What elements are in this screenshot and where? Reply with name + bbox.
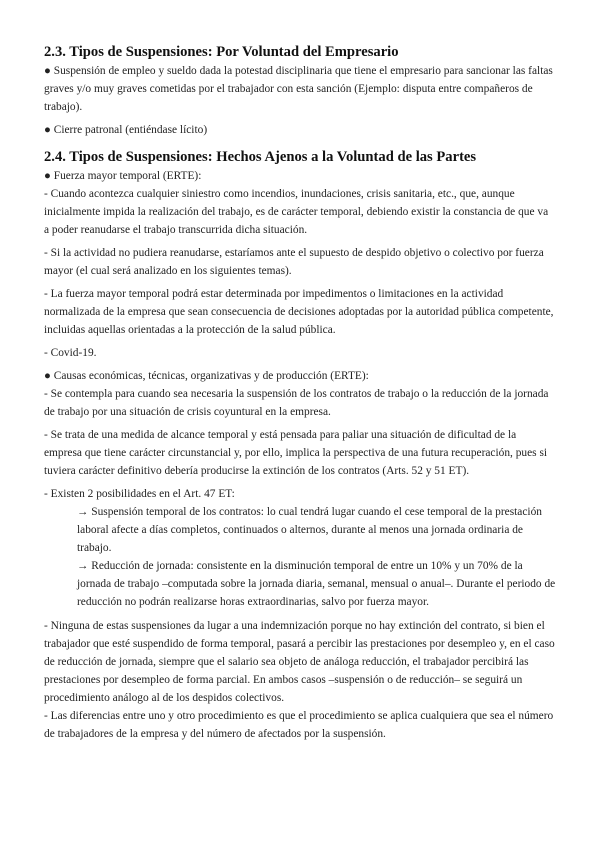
- fuerza-mayor-item-2: - Si la actividad no pudiera reanudarse, estaríamos ante el supuesto de despido objetivo o colectivo por fuerza mayor (el cual será analizado en los siguientes temas).: [44, 247, 544, 277]
- closing-paragraph-1: - Ninguna de estas suspensiones da lugar a una indemnización porque no hay extinción del contrato, si bien el trabajador que esté suspendido de forma temporal, pasará a percibir las prestaciones por desempleo y, en el caso de reducción de jornada, siempre que el salario sea objeto de análoga reducción, el trabajador percibirá las prestaciones por desempleo de forma parcial. En ambos casos –suspensión o de reducción– se seguirá un procedimiento análogo al de los despidos colectivos.: [44, 620, 555, 704]
- section-heading-2-3: 2.3. Tipos de Suspensiones: Por Voluntad del Empresario: [44, 44, 399, 60]
- paragraph-suspension-empleo: ● Suspensión de empleo y sueldo dada la potestad disciplinaria que tiene el empresario para sancionar las faltas graves y/o muy graves cometidas por el trabajador con esta sanción (Ejemplo: disputa entre compañeros de trabajo).: [44, 65, 553, 113]
- section-heading-2-4: 2.4. Tipos de Suspensiones: Hechos Ajenos a la Voluntad de las Partes: [44, 149, 477, 165]
- posibilidades-intro: - Existen 2 posibilidades en el Art. 47 ET:: [44, 488, 235, 500]
- fuerza-mayor-item-4: - Covid-19.: [44, 347, 97, 359]
- fuerza-mayor-item-3: - La fuerza mayor temporal podrá estar determinada por impedimentos o limitaciones en la actividad normalizada de la empresa que sean consecuencia de decisiones adoptadas por la autoridad pública competente, incluidas aquellas orientadas a la protección de la salud pública.: [44, 288, 554, 336]
- closing-paragraph-2: - Las diferencias entre uno y otro procedimiento es que el procedimiento se aplica cualquiera que sea el número de trabajadores de la empresa y del número de afectados por la suspensión.: [44, 710, 554, 740]
- paragraph-cierre-patronal: ● Cierre patronal (entiéndase lícito): [44, 124, 208, 136]
- fuerza-mayor-item-1: - Cuando acontezca cualquier siniestro como incendios, inundaciones, crisis sanitaria, etc., que, aunque inicialmente impida la realización del trabajo, es de carácter temporal, debiendo existir la constancia de que va a poder reanudarse el trabajo transcurrida dicha situación.: [44, 188, 549, 236]
- causas-item-2: - Se trata de una medida de alcance temporal y está pensada para paliar una situación de dificultad de la empresa que tiene carácter circunstancial y, por ello, implica la perspectiva de una futura recuperación, pues si tuviera carácter definitivo debería producirse la extinción de los contratos (Arts. 52 y 51 ET).: [44, 429, 548, 477]
- causas-item-1: - Se contempla para cuando sea necesaria la suspensión de los contratos de trabajo o la reducción de la jornada de trabajo por una situación de crisis coyuntural en la empresa.: [44, 388, 549, 418]
- fuerza-mayor-title: ● Fuerza mayor temporal (ERTE):: [44, 170, 202, 182]
- causas-title: ● Causas económicas, técnicas, organizativas y de producción (ERTE):: [44, 370, 369, 382]
- posibilidad-reduccion: → Reducción de jornada: consistente en la disminución temporal de entre un 10% y un 70% de la jornada de trabajo –computada sobre la jornada diaria, semanal, mensual o anual–. Durante el periodo de reducción no podrán realizarse horas extraordinarias, salvo por fuerza mayor.: [77, 560, 556, 608]
- posibilidad-suspension: → Suspensión temporal de los contratos: lo cual tendrá lugar cuando el cese temporal de la prestación laboral afecte a días completos, continuados o alternos, durante al menos una jornada ordinaria de trabajo.: [77, 506, 542, 554]
